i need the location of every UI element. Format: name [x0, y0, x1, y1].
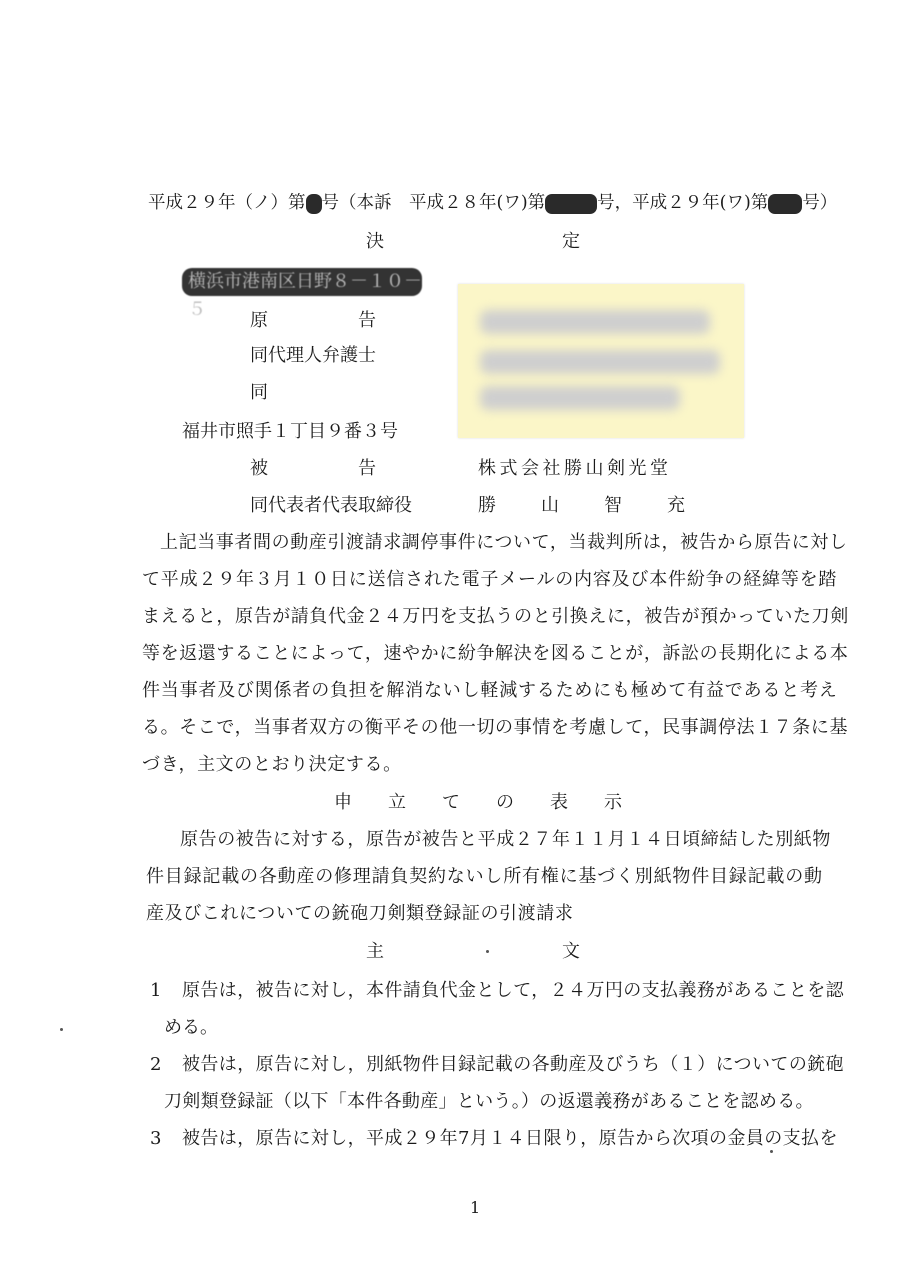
main-heading-char2: 文 [562, 941, 580, 962]
attorney-label: 同代理人弁護士 [250, 345, 376, 366]
main-item-number: 1 [150, 980, 162, 1001]
reasons-line: て平成２９年３月１０日に送信された電子メールの内容及び本件紛争の経緯等を踏 [142, 569, 838, 590]
reasons-line: 等を返還することによって，速やかに紛争解決を図ることが，訴訟の長期化による本 [142, 643, 849, 664]
main-item-line: 被告は，原告に対し，別紙物件目録記載の各動産及びうち（１）についての銃砲 [182, 1054, 845, 1075]
scan-speck [60, 1028, 63, 1031]
case-header: 平成２９年（ノ）第 号（本訴 平成２８年(ワ)第 号，平成２９年(ワ)第 号） [148, 193, 838, 213]
defendant-name: 株式会社勝山剣光堂 [478, 458, 672, 479]
claim-heading: 申 立 て の 表 示 [334, 792, 622, 813]
scan-speck [486, 950, 489, 953]
main-item-number: 3 [150, 1128, 162, 1149]
main-item-line: める。 [164, 1017, 218, 1038]
page-number: 1 [470, 1198, 481, 1217]
reasons-line: る。そこで，当事者双方の衡平その他一切の事情を考慮して，民事調停法１７条に基 [142, 717, 849, 738]
reasons-line: づき，主文のとおり決定する。 [142, 754, 402, 775]
claim-line: 産及びこれについての銃砲刀剣類登録証の引渡請求 [146, 903, 574, 924]
redaction-mark [306, 194, 322, 214]
redaction-mark [768, 194, 802, 214]
reasons-line: まえると，原告が請負代金２４万円を支払うのと引換えに，被告が預かっていた刀剣 [142, 606, 849, 627]
redaction-blur-bar [480, 310, 710, 334]
plaintiff-label: 原 告 [250, 310, 376, 331]
sticky-note-redaction [458, 284, 744, 438]
defendant-address: 福井市照手１丁目９番３号 [182, 421, 398, 442]
main-item-line: 原告は，被告に対し，本件請負代金として，２４万円の支払義務があることを認 [182, 980, 845, 1001]
main-item-line: 刀剣類登録証（以下「本件各動産」という。）の返還義務があることを認める。 [164, 1091, 814, 1112]
main-item-number: 2 [150, 1054, 162, 1075]
claim-line: 件目録記載の各動産の修理請負契約ないし所有権に基づく別紙物件目録記載の動 [146, 866, 823, 887]
claim-line: 原告の被告に対する，原告が被告と平成２７年１１月１４日頃締結した別紙物 [180, 829, 831, 850]
main-item-line: 被告は，原告に対し，平成２９年7月１４日限り，原告から次項の金員の支払を [182, 1128, 838, 1149]
document-title-char2: 定 [562, 231, 580, 252]
redaction-mark [545, 194, 597, 214]
representative-label: 同代表者代表取締役 [250, 495, 412, 516]
scan-speck [770, 1150, 773, 1153]
redaction-blur-bar [480, 386, 680, 410]
representative-name: 勝 山 智 充 [478, 495, 688, 516]
redaction-blur-bar [480, 350, 720, 374]
document-title-char1: 決 [366, 231, 384, 252]
defendant-label: 被 告 [250, 458, 376, 479]
reasons-line: 件当事者及び関係者の負担を解消ないし軽減するためにも極めて有益であると考え [142, 680, 838, 701]
main-heading-char1: 主 [366, 941, 384, 962]
redacted-plaintiff-address: 横浜市港南区日野８－１０－５ [182, 268, 422, 296]
same-label: 同 [250, 382, 268, 403]
reasons-line: 上記当事者間の動産引渡請求調停事件について，当裁判所は，被告から原告に対し [160, 532, 848, 553]
